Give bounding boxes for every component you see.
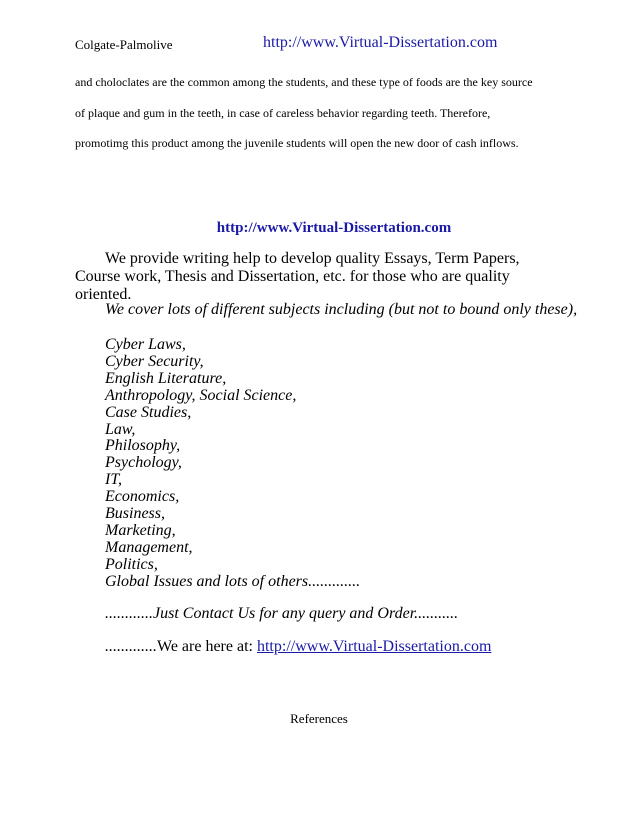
subjects-list <box>105 337 360 591</box>
references-label: References <box>290 711 348 726</box>
header-company-name: Colgate-Palmolive <box>75 37 173 52</box>
body-line-3: promotimg this product among the juvenile students will open the new door of cash inflows. <box>75 136 519 150</box>
subject-item: Management, <box>105 538 193 556</box>
subject-item: English Literature, <box>105 369 227 387</box>
contact-address-line <box>105 638 491 656</box>
subject-item: Cyber Laws, <box>105 336 186 353</box>
subject-item: Case Studies, <box>105 403 192 421</box>
body-line-1: and choloclates are the common among the students, and these type of foods are the key source <box>75 75 533 89</box>
subject-item: Law, <box>105 420 136 438</box>
contact-website-link[interactable]: http://www.Virtual-Dissertation.com <box>256 638 492 655</box>
references-heading <box>0 711 638 727</box>
promo-website-link[interactable]: http://www.Virtual-Dissertation.com <box>216 220 452 236</box>
promo-intro-paragraph: We provide writing help to develop quality Essays, Term Papers, Course work, Thesis and Dissertation, etc. for those who are quality oriented. <box>75 250 520 303</box>
contact-line: ............Just Contact Us for any query and Order........... <box>105 605 459 622</box>
subject-item: Economics, <box>105 488 180 506</box>
subject-item: Business, <box>105 505 165 523</box>
subjects-intro-line: We cover lots of different subjects including (but not to bound only these), <box>105 301 578 318</box>
subject-item: Philosophy, <box>105 437 181 455</box>
contact-label: We are here at: <box>157 638 257 655</box>
subject-item: Anthropology, Social Science, <box>105 386 297 404</box>
contact-dots: ............. <box>105 638 157 655</box>
subject-item: Global Issues and lots of others............. <box>105 572 361 590</box>
body-line-2: of plaque and gum in the teeth, in case of careless behavior regarding teeth. Therefore, <box>75 106 491 120</box>
subject-item: Cyber Security, <box>105 352 204 370</box>
subject-item: Marketing, <box>105 521 176 539</box>
promo-heading <box>0 220 638 237</box>
header-website-link[interactable]: http://www.Virtual-Dissertation.com <box>263 34 498 51</box>
subject-item: IT, <box>105 471 123 489</box>
subject-item: Politics, <box>105 555 158 573</box>
subject-item: Psychology, <box>105 454 182 472</box>
